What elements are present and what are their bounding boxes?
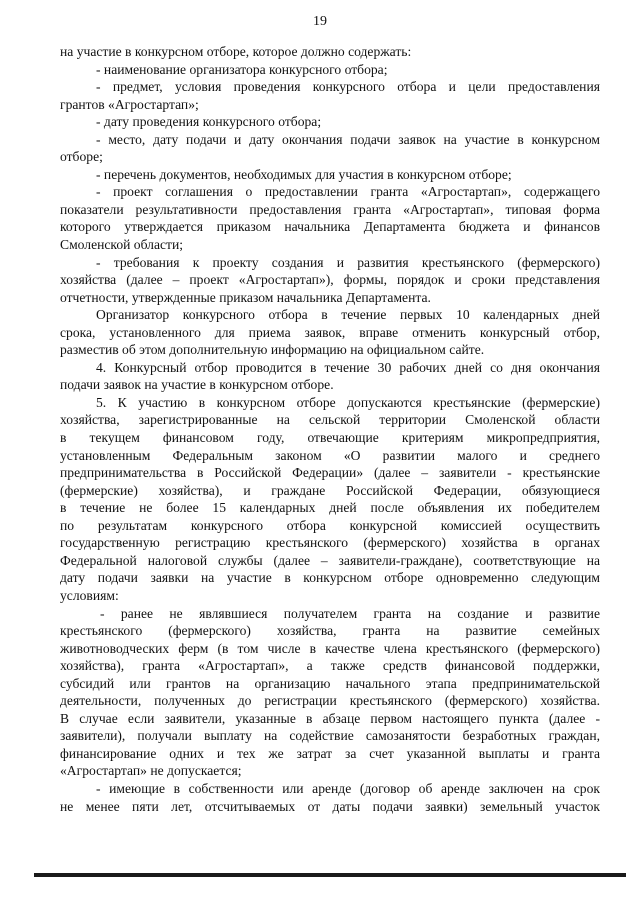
text-line: по результатам конкурсного отбора конкурсной комиссией осуществить: [60, 517, 600, 533]
text-line: грантов «Агростартап»;: [60, 96, 199, 112]
text-line: отборе;: [60, 149, 103, 165]
text-line: дату подачи заявки на участие в конкурсном отборе одновременно следующим: [60, 570, 600, 586]
body-text: [60, 43, 600, 815]
text-line: хозяйства (далее – проект «Агростартап»), формы, порядок и сроки представления: [60, 272, 600, 288]
text-line: - дату проведения конкурсного отбора;: [96, 114, 322, 130]
text-line: - имеющие в собственности или аренде (договор об аренде заключен на срок: [96, 780, 600, 796]
text-line: крестьянского (фермерского) хозяйства, гранта на развитие семейных: [60, 623, 600, 639]
text-line: финансирование одних и тех же затрат за счет указанной выплаты и гранта: [60, 745, 600, 761]
scan-edge-bar: [34, 873, 626, 877]
text-line: условиям:: [60, 587, 119, 603]
text-line: которого утверждается приказом начальника Департамента бюджета и финансов: [60, 219, 600, 235]
text-line: отчетности, утвержденные приказом начальника Департамента.: [60, 289, 431, 305]
text-line: срока, установленного для приема заявок, вправе отменить конкурсный отбор,: [60, 324, 600, 340]
text-line: на участие в конкурсном отборе, которое должно содержать:: [60, 44, 412, 59]
text-line: - ранее не являвшиеся получателем гранта на создание и развитие: [100, 605, 600, 621]
text-line: не менее пяти лет, отсчитываемых от даты подачи заявки) земельный участок: [60, 798, 600, 814]
text-line: хозяйства, зарегистрированные на сельской территории Смоленской области: [60, 412, 600, 428]
text-line: Смоленской области;: [60, 237, 184, 253]
text-line: Организатор конкурсного отбора в течение первых 10 календарных дней: [96, 307, 600, 323]
text-line: заявители), получали выплату на содействие самозанятости безработных граждан,: [60, 728, 600, 744]
text-line: в текущем финансовом году, отвечающие критериям микропредприятия,: [60, 430, 600, 446]
text-line: субсидий или грантов на организацию начального этапа предпринимательской: [60, 675, 600, 691]
text-line: деятельности, полученных до регистрации крестьянского (фермерского) хозяйства.: [60, 693, 600, 709]
text-line: - предмет, условия проведения конкурсного отбора и цели предоставления: [96, 79, 600, 95]
text-line: - наименование организатора конкурсного отбора;: [96, 61, 388, 77]
text-line: (фермерские) хозяйства), и граждане Российской Федерации, обязующиеся: [60, 482, 600, 498]
text-line: государственную регистрацию крестьянского (фермерского) хозяйства в органах: [60, 535, 600, 551]
text-line: в течение не более 15 календарных дней после объявления их победителем: [60, 500, 600, 516]
text-line: разместив об этом дополнительную информацию на официальном сайте.: [60, 342, 485, 358]
page-number: 19: [313, 14, 327, 29]
text-line: предпринимательства в Российской Федерации» (далее – заявители - крестьянские: [60, 465, 600, 481]
text-line: - перечень документов, необходимых для участия в конкурсном отборе;: [96, 166, 512, 182]
text-line: «Агростартап» не допускается;: [60, 763, 242, 779]
text-line: показатели результативности предоставления гранта «Агростартап», типовая форма: [60, 201, 600, 217]
text-line: Федеральной налоговой службы (далее – заявители-граждане), соответствующие на: [60, 552, 600, 568]
text-line: В случае если заявители, указанные в абзаце первом настоящего пункта (далее -: [60, 710, 600, 726]
text-line: - проект соглашения о предоставлении гранта «Агростартап», содержащего: [96, 184, 600, 200]
text-line: установленным Федеральным законом «О развитии малого и среднего: [60, 447, 600, 463]
text-line: 4. Конкурсный отбор проводится в течение 30 рабочих дней со дня окончания: [96, 359, 600, 375]
text-line: 5. К участию в конкурсном отборе допускаются крестьянские (фермерские): [96, 394, 600, 410]
text-line: хозяйства), гранта «Агростартап», а также средств финансовой поддержки,: [60, 658, 600, 674]
text-line: - место, дату подачи и дату окончания подачи заявок на участие в конкурсном: [96, 131, 600, 147]
text-line: животноводческих ферм (в том числе в качестве члена крестьянского (фермерского): [60, 640, 600, 656]
text-line: подачи заявок на участие в конкурсном отборе.: [60, 377, 334, 393]
text-line: - требования к проекту создания и развития крестьянского (фермерского): [96, 254, 600, 270]
